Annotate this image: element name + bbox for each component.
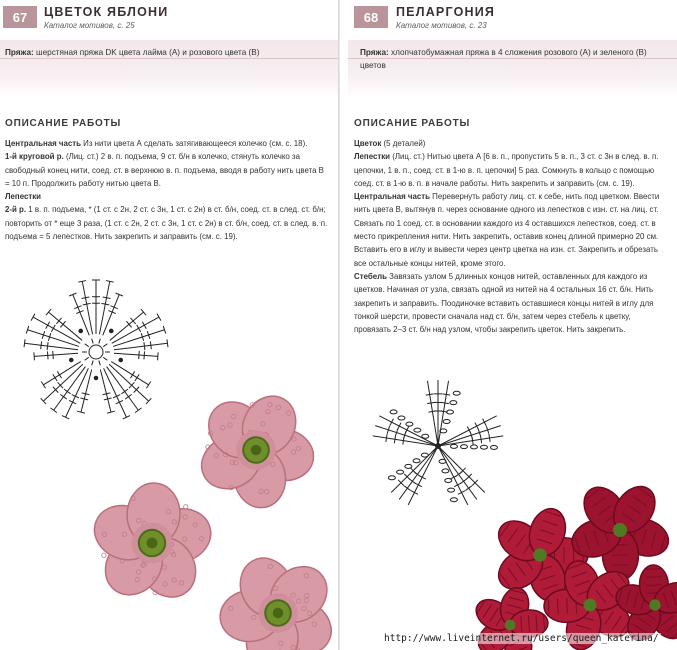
stitch-bar (142, 322, 146, 329)
chain-stitch (405, 464, 412, 468)
section-title: ОПИСАНИЕ РАБОТЫ (5, 118, 122, 129)
stitch-bar (458, 491, 465, 495)
stitch-line (114, 353, 158, 356)
stitch-top (167, 339, 168, 347)
stitch-bar (460, 479, 466, 484)
sc-mark (99, 339, 101, 344)
para-label: Центральная часть (354, 192, 430, 202)
chain-stitch (460, 445, 467, 449)
chain-stitch (450, 498, 457, 502)
yarn-text: шерстяная пряжа DK цвета лайма (А) и розового цвета (В) (33, 48, 260, 57)
chain-stitch (390, 410, 397, 414)
flower (193, 527, 338, 650)
para-text: Перевернуть работу лиц. ст. к себе, нить под цветком. Ввести нить цвета В, вытянув п. через основание одного из лепестков с изн. ст. на лиц. ст. Связать по 1 соед. ст. в основании каждого из 4 оставшихся лепестков, соед. ст. в место прикрепления нити. Нить закрепить, оставив конец длиной примерно 20 см. Вставить его в иглу и вывести через центр цветка на изн. ст. Закрепить и обрезать все остальные концы нитей, кроме этого. (354, 192, 660, 268)
para-text: Из нити цвета А сделать затягивающееся колечко (см. с. 18). (80, 139, 308, 148)
stitch-line (99, 281, 109, 334)
stitch-bar (53, 374, 57, 381)
stitch-bar (442, 394, 450, 395)
chain-stitch (450, 444, 457, 448)
stitch-line (34, 353, 78, 356)
stitch-bar (130, 371, 134, 378)
yarn-text: хлопчатобумажная пряжа в 4 сложения розового (А) и зеленого (В) цветов (360, 48, 647, 70)
para-label: Лепестки (354, 152, 391, 162)
chain-stitch (388, 476, 395, 480)
para-label: Цветок (354, 139, 382, 148)
petal-ridge (567, 598, 568, 614)
stitch-top (24, 339, 25, 347)
flower-center (613, 523, 627, 537)
slip-stitch-dot (94, 376, 98, 380)
para-text: (Лиц. ст.) Нитью цвета А [6 в. п., пропустить 5 в. п., 3 ст. с 3н в след. в. п. цепочки, 1 в. п., соед. ст. в 1-ю в. п. цепочки] 5 раз. Сомкнуть в кольцо с помощью соед. ст. в 1-ю в. п. в начале работы. Нить закрепить и заправить (см. с. 19). (354, 152, 659, 188)
chain-stitch (422, 434, 429, 438)
stitch-line (43, 364, 82, 401)
stitch-bar (415, 483, 422, 487)
para-text: Завязать узлом 5 длинных концов нитей, оставленных для каждого из цветков. Начиная от узла, связать одной из нитей на 4 остальных 16 ст. б/н. Нить закрепить и заправить. Поодиночке вставить оставшиеся концы нитей в иглу для тонкой шерсти, провести сначала над ст. б/н, затем через стебель к цветку, провязать 2–3 ст. б/н над узлом, чтобы закрепить цветок. Нить закрепить. (354, 271, 654, 335)
stitch-bar (57, 371, 61, 378)
stitch-bar (483, 419, 487, 426)
chain-stitch (442, 469, 449, 473)
stitch-bar (394, 435, 395, 443)
stitch-bar (441, 402, 449, 403)
stitch-bar (409, 479, 415, 484)
stitch-bar (72, 395, 79, 398)
yarn-texture (101, 553, 106, 558)
sc-mark (92, 339, 94, 344)
stitch-bar (150, 341, 151, 349)
instructions (5, 137, 330, 243)
stitch-bar (386, 434, 387, 442)
para-text: 1 в. п. подъема, * (1 ст. с 2н, 2 ст. с 3н, 1 ст. с 2н) в ст. б/н, соед. ст. в след. ст. б/н; повторить от * еще 3 раза, (1 ст. с 2н, 2 ст. с 3н, 1 ст. с 2н) в ст. б/н, соед. ст. в след. в. п. подъема = 5 лепестков. Нить закрепить и заправить (см. с. 19). (5, 205, 328, 242)
stitch-top (34, 352, 35, 360)
flower-center (533, 548, 546, 561)
sc-mark (99, 361, 101, 366)
stitch-bar (41, 341, 42, 349)
stitch-bar (144, 351, 145, 359)
center-dot (436, 444, 441, 449)
flower (80, 464, 227, 622)
petal-ridge (548, 598, 549, 614)
para-text: (5 деталей) (381, 139, 426, 148)
motif-photo (80, 385, 338, 650)
slip-stitch-dot (69, 358, 73, 362)
stitch-line (25, 343, 79, 350)
left-page (0, 0, 338, 650)
chain-stitch (480, 445, 487, 449)
para-label: 2-й р. (5, 205, 27, 215)
stitch-bar (390, 419, 394, 426)
stitch-line (438, 446, 468, 505)
stitch-bar (137, 325, 141, 332)
stitch-line (110, 312, 144, 340)
motif-photo (470, 465, 677, 650)
stitch-line (82, 281, 92, 334)
sc-mark (103, 344, 107, 347)
para-label: Лепестки (5, 192, 42, 202)
chain-stitch (414, 428, 421, 432)
slip-stitch-dot (109, 329, 113, 333)
chain-stitch (443, 419, 450, 423)
stitch-bar (454, 483, 461, 487)
stitch-top (62, 416, 69, 419)
stitch-bar (51, 325, 55, 332)
stitch-bar (475, 423, 479, 430)
stitch-bar (427, 402, 435, 403)
stitch-bar (480, 435, 481, 443)
petal-ridge (558, 598, 559, 614)
stitch-bar (139, 351, 140, 359)
right-page (340, 0, 677, 650)
slip-stitch-dot (119, 358, 123, 362)
sc-mark (92, 361, 94, 366)
watermark-url: http://www.liveinternet.ru/users/queen_katerina/ (384, 633, 659, 644)
chain-stitch (448, 488, 455, 492)
stitch-bar (47, 342, 48, 350)
stitch-bar (69, 400, 76, 403)
section-title: ОПИСАНИЕ РАБОТЫ (354, 118, 471, 129)
chain-stitch (413, 459, 420, 463)
motif-number: 67 (3, 6, 37, 28)
motif-number: 68 (354, 6, 388, 28)
stitch-bar (135, 374, 139, 381)
catalog-reference: Каталог мотивов, с. 23 (396, 21, 487, 30)
chain-stitch (445, 479, 452, 483)
yarn-info (360, 46, 665, 72)
stitch-bar (450, 475, 457, 479)
chain-stitch (450, 401, 457, 405)
chain-stitch (490, 445, 497, 449)
stitch-line (408, 446, 438, 505)
chain-stitch (397, 470, 404, 474)
stitch-bar (60, 394, 66, 399)
stitch-bar (144, 342, 145, 350)
stitch-top (157, 314, 161, 321)
stitch-top (31, 314, 35, 321)
stitch-bar (404, 486, 410, 491)
motif-title: ПЕЛАРГОНИЯ (396, 5, 496, 19)
chain-stitch (398, 416, 405, 420)
stitch-bar (426, 394, 434, 395)
slip-stitch-dot (79, 329, 83, 333)
magic-ring (89, 345, 103, 359)
stitch-bar (46, 322, 50, 329)
yarn-info (5, 46, 330, 59)
stitch-top (41, 381, 45, 388)
instructions (354, 137, 668, 336)
para-text: (Лиц. ст.) 2 в. п. подъема, 9 ст. б/н в колечко, стянуть колечко за свободный конец нити, соед. ст. в верхнюю в. п. подъема, вводя в работу нить цвета В = 10 п. Продолжить работу нитью цвета В. (5, 152, 324, 188)
stitch-line (391, 446, 438, 493)
stitch-bar (64, 389, 70, 394)
flower-center (584, 599, 597, 612)
stitch-top (158, 352, 159, 360)
para-label: Стебель (354, 271, 387, 281)
para-label: 1-й круговой р. (5, 152, 64, 162)
stitch-bar (411, 491, 418, 495)
yarn-label: Пряжа: (360, 48, 389, 57)
sc-mark (85, 344, 89, 347)
chain-stitch (439, 459, 446, 463)
stitch-bar (397, 423, 401, 430)
flower (184, 385, 324, 522)
stitch-line (114, 343, 168, 350)
yarn-label: Пряжа: (5, 48, 34, 57)
stitch-line (49, 312, 83, 340)
stitch-line (438, 426, 501, 446)
stitch-bar (405, 426, 409, 433)
stitch-bar (489, 434, 490, 442)
flower-center (649, 599, 660, 610)
stitch-bar (47, 351, 48, 359)
stitch-bar (53, 351, 54, 359)
stitch-line (399, 446, 438, 499)
stitch-top (50, 408, 56, 413)
chain-stitch (421, 453, 428, 457)
chain-stitch (406, 422, 413, 426)
sc-mark (103, 357, 107, 360)
sc-mark (85, 357, 89, 360)
motif-title: ЦВЕТОК ЯБЛОНИ (44, 5, 169, 19)
para-label: Центральная часть (5, 139, 81, 148)
catalog-reference: Каталог мотивов, с. 25 (44, 21, 135, 30)
chain-stitch (453, 391, 460, 395)
stitch-bar (472, 437, 473, 445)
flower-center (505, 620, 516, 631)
chain-stitch (447, 410, 454, 414)
chain-stitch (470, 445, 477, 449)
